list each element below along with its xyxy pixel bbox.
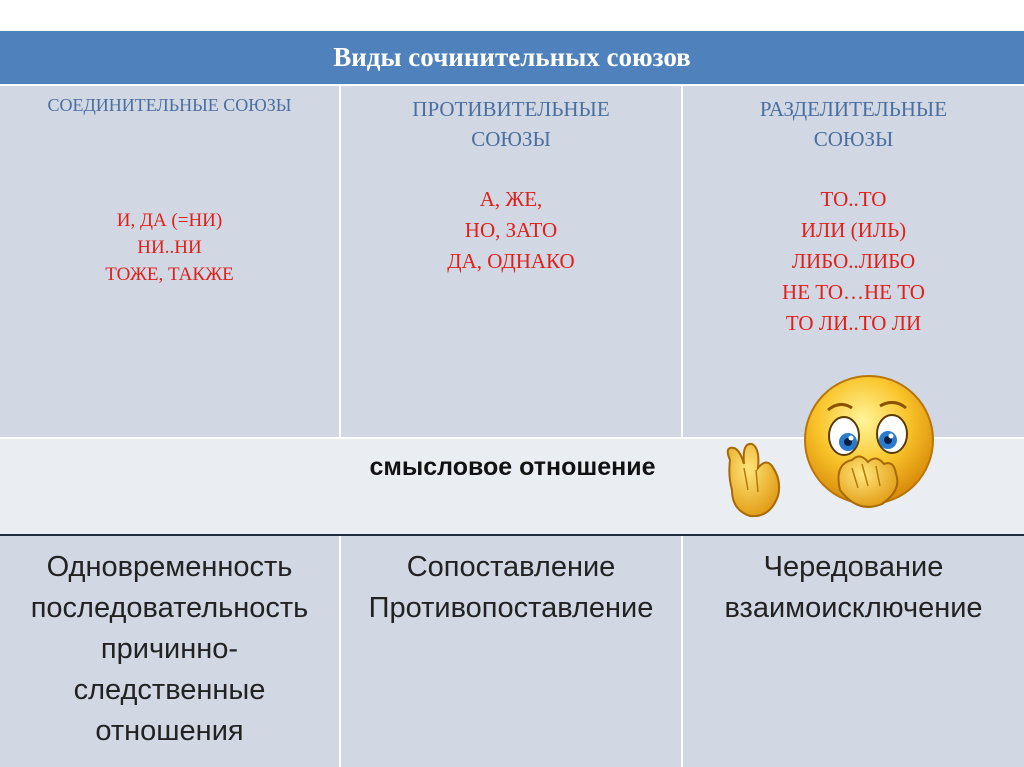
conjunction-list: [683, 184, 1024, 339]
relation-line: отношения: [95, 715, 244, 747]
category-title-line: СОЮЗЫ: [813, 127, 894, 151]
category-title: [683, 86, 1024, 154]
table-header: [0, 31, 1024, 86]
relation-line: Чередование: [763, 551, 944, 583]
cell-relations-adversative: [341, 536, 683, 767]
cell-relations-disjunctive: [683, 536, 1024, 767]
conjunction-item: НО, ЗАТО: [464, 218, 558, 242]
relation-line: Одновременность: [46, 551, 293, 583]
relation-line: следственные: [73, 674, 266, 706]
cell-relations-connective: [0, 536, 341, 767]
conjunction-item: ИЛИ (ИЛЬ): [800, 218, 907, 242]
conjunction-item: ТО..ТО: [820, 187, 887, 211]
relations-row: [0, 536, 1024, 767]
conjunction-item: И, ДА (=НИ): [116, 210, 223, 231]
conjunction-item: ДА, ОДНАКО: [447, 249, 575, 273]
covering-mouth-smiley-icon: [722, 372, 942, 527]
conjunction-list: [341, 184, 681, 277]
conjunction-item: ЛИБО..ЛИБО: [791, 249, 916, 273]
conjunction-item: НИ..НИ: [137, 237, 202, 258]
category-title: СОЕДИНИТЕЛЬНЫЕ СОЮЗЫ: [47, 95, 292, 115]
semantic-relation-label: смысловое отношение: [369, 453, 656, 481]
category-title-line: РАЗДЕЛИТЕЛЬНЫЕ: [759, 97, 948, 121]
relation-line: Противопоставление: [368, 592, 654, 624]
conjunction-item: НЕ ТО…НЕ ТО: [782, 280, 925, 304]
conjunction-item: ТО ЛИ..ТО ЛИ: [785, 311, 922, 335]
relation-line: Сопоставление: [406, 551, 616, 583]
page-title: Виды сочинительных союзов: [333, 42, 691, 72]
cell-adversative: [341, 86, 683, 437]
conjunction-list: [0, 207, 339, 288]
category-title-line: ПРОТИВИТЕЛЬНЫЕ: [412, 97, 610, 121]
relation-line: причинно-: [100, 633, 239, 665]
relation-line: последовательность: [30, 592, 309, 624]
conjunction-item: А, ЖЕ,: [479, 187, 543, 211]
conjunction-item: ТОЖЕ, ТАКЖЕ: [105, 264, 234, 285]
relation-line: взаимоисключение: [724, 592, 983, 624]
category-title: [341, 86, 681, 154]
category-title-line: СОЮЗЫ: [471, 127, 551, 151]
cell-connective: [0, 86, 341, 437]
